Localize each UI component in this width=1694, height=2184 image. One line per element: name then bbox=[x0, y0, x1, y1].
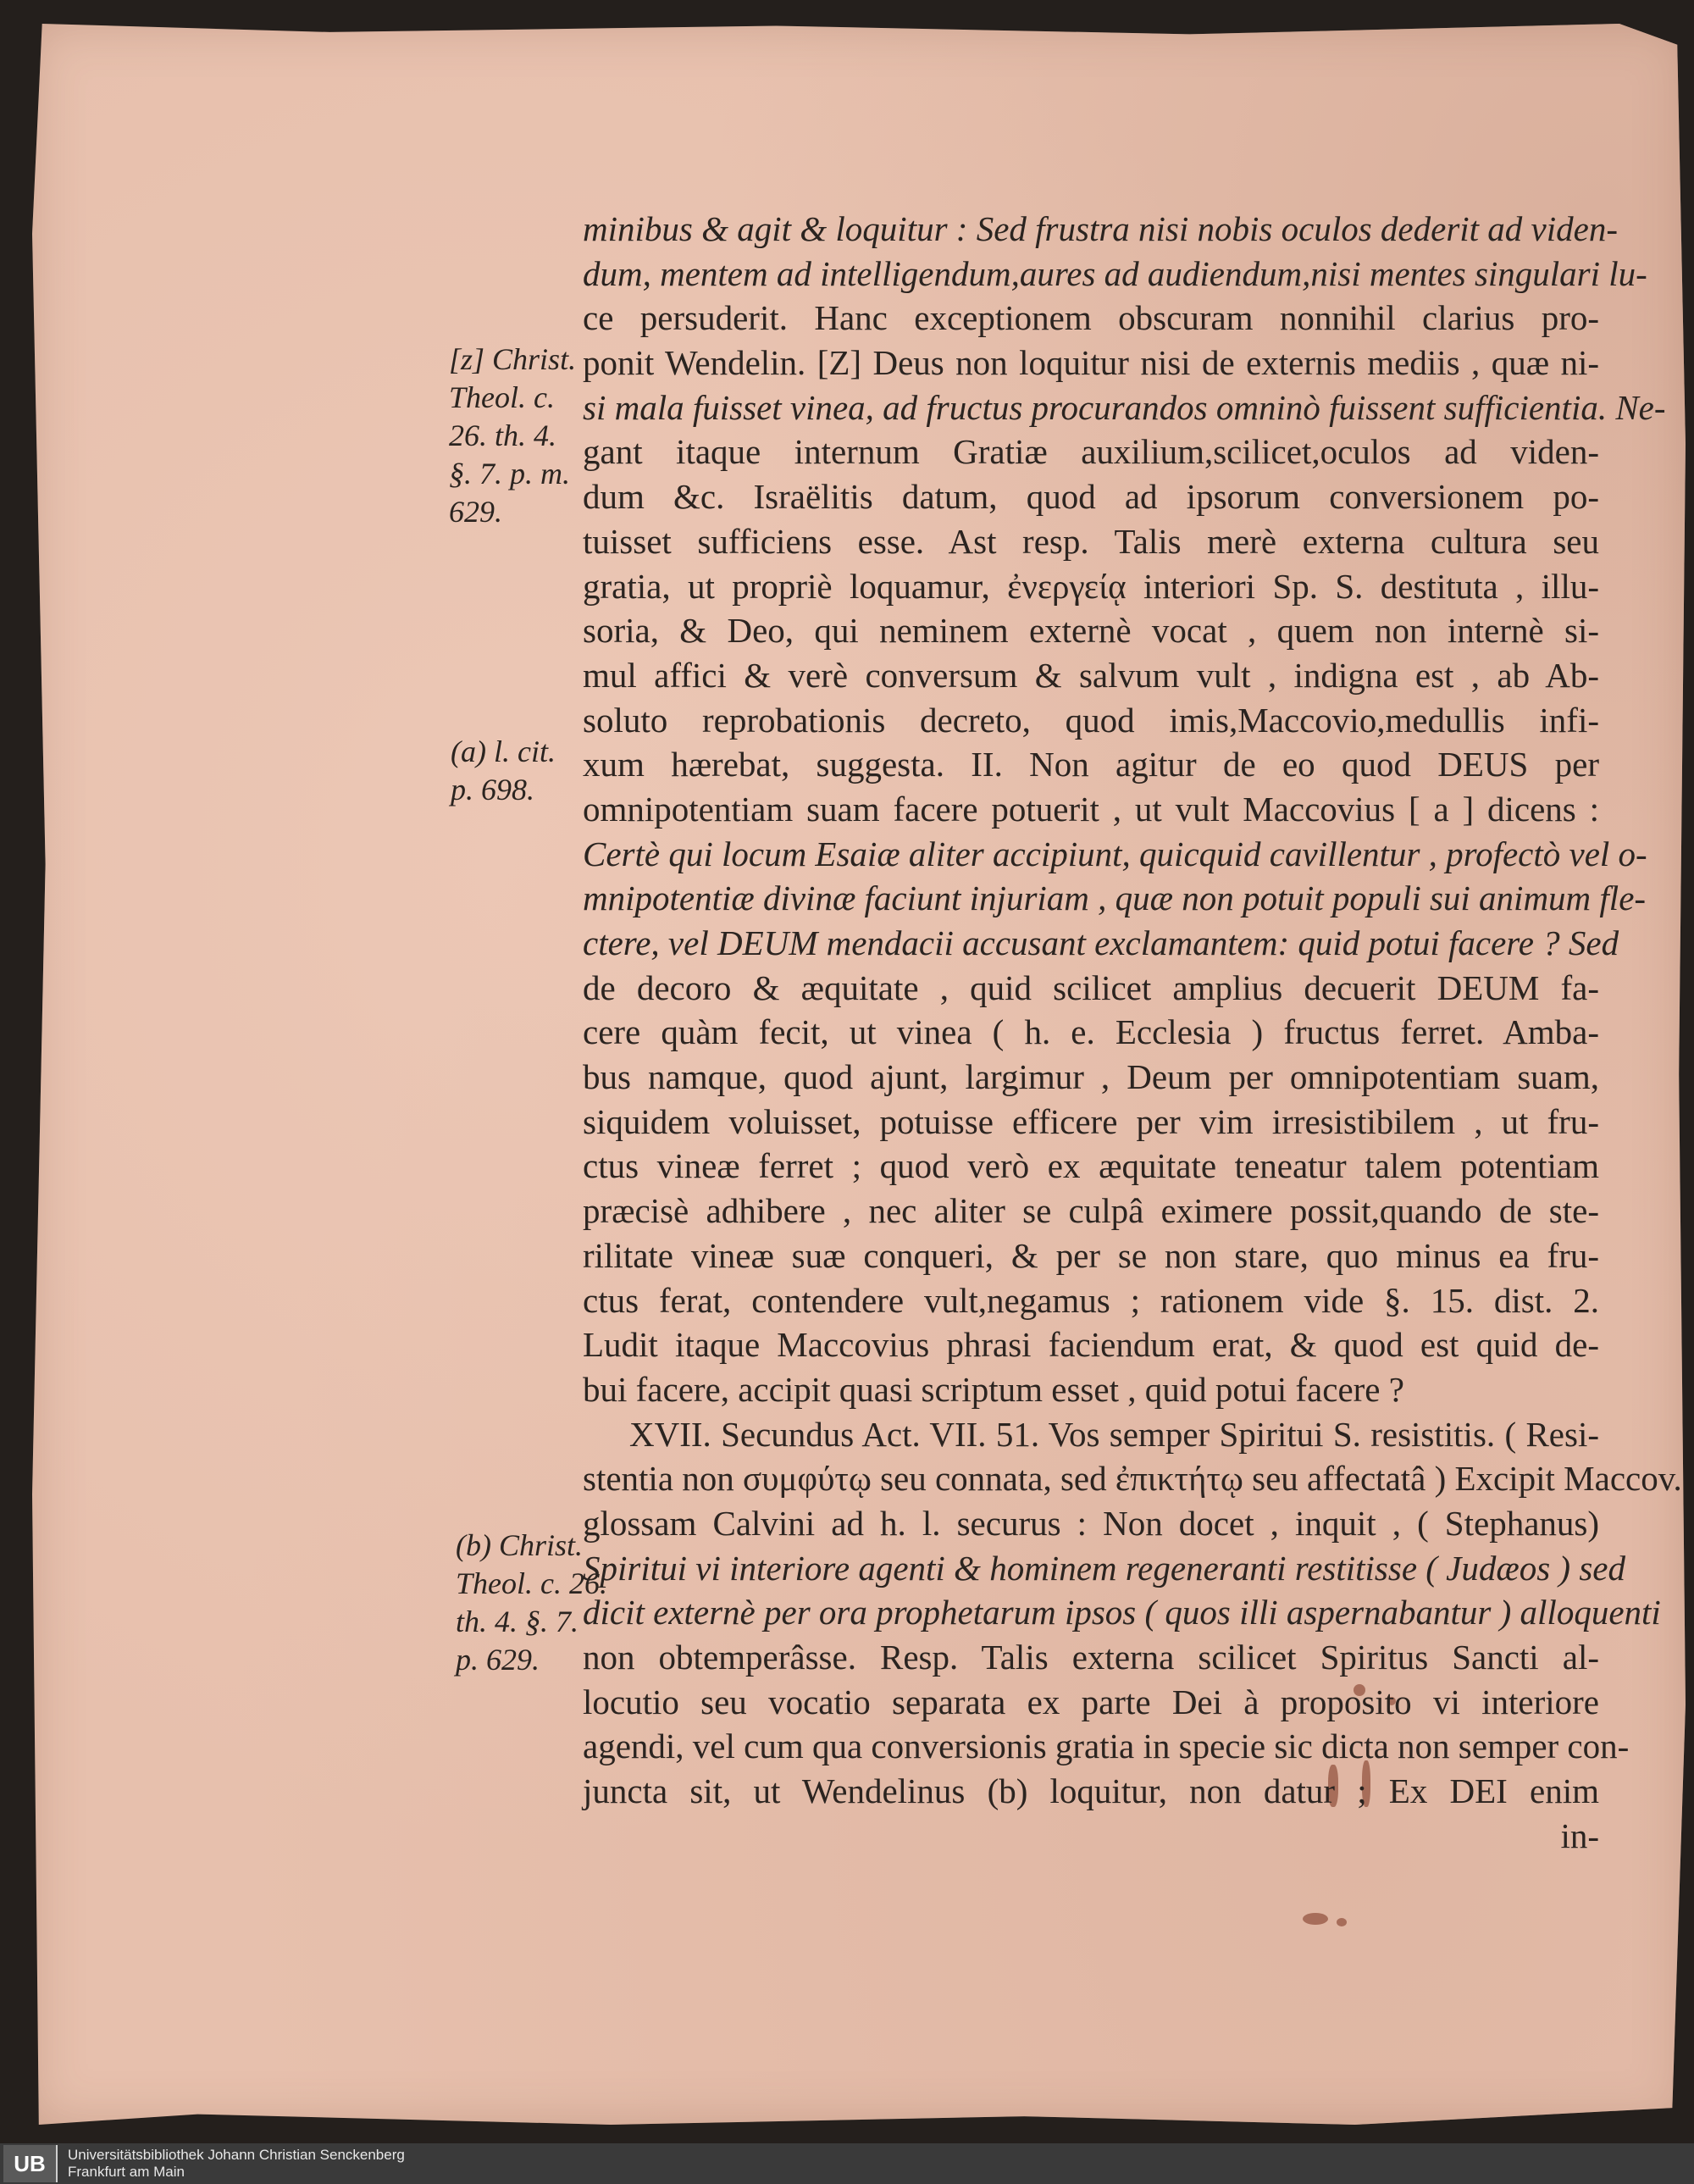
margin-note-z bbox=[449, 341, 576, 531]
text-line: ctus vineæ ferret ; quod verò ex æquitate teneatur talem potentiam bbox=[583, 1146, 1599, 1186]
text-line: præcisè adhibere , nec aliter se culpâ eximere possit,quando de ste- bbox=[583, 1191, 1599, 1231]
text-line: si mala fuisset vinea, ad fructus procurandos omninò fuissent sufficientia. Ne- bbox=[583, 387, 1666, 427]
library-footer bbox=[0, 2143, 1694, 2184]
margin-note-b bbox=[456, 1527, 607, 1679]
text-line: Ludit itaque Maccovius phrasi faciendum erat, & quod est quid de- bbox=[583, 1325, 1599, 1365]
main-text bbox=[583, 207, 1682, 1858]
text-line: bui facere, accipit quasi scriptum esset , quid potui facere ? bbox=[583, 1369, 1404, 1409]
margin-note-line: th. 4. §. 7. bbox=[456, 1605, 579, 1638]
margin-note-line: Theol. c. 26. bbox=[456, 1566, 607, 1600]
text-line: Certè qui locum Esaiæ aliter accipiunt, quicquid cavillentur , profectò vel o- bbox=[583, 834, 1647, 873]
library-name-line: Universitätsbibliothek Johann Christian Senckenberg bbox=[68, 2147, 405, 2163]
text-line: tuisset sufficiens esse. Ast resp. Talis merè externa cultura seu bbox=[583, 521, 1599, 561]
text-line: dum &c. Israëlitis datum, quod ad ipsorum conversionem po- bbox=[583, 477, 1599, 517]
margin-note-line: (b) Christ. bbox=[456, 1528, 584, 1562]
text-line: ponit Wendelin. [Z] Deus non loquitur nisi de externis mediis , quæ ni- bbox=[583, 343, 1599, 383]
text-line: dum, mentem ad intelligendum,aures ad audiendum,nisi mentes singulari lu- bbox=[583, 253, 1647, 293]
margin-note-line: p. 629. bbox=[456, 1643, 540, 1677]
text-line: dicit externè per ora prophetarum ipsos ( quos illi aspernabantur ) alloquenti bbox=[583, 1593, 1661, 1632]
margin-note-line: §. 7. p. m. bbox=[449, 457, 570, 491]
text-line: juncta sit, ut Wendelinus (b) loquitur, non datur ; Ex DEI enim bbox=[583, 1771, 1599, 1811]
library-logo: UB bbox=[3, 2145, 58, 2182]
catchword: in- bbox=[1560, 1815, 1599, 1855]
text-line: soluto reprobationis decreto, quod imis,Maccovio,medullis infi- bbox=[583, 700, 1599, 740]
text-line: cere quàm fecit, ut vinea ( h. e. Ecclesia ) fructus ferret. Amba- bbox=[583, 1012, 1599, 1052]
text-line: XVII. Secundus Act. VII. 51. Vos semper Spiritui S. resistitis. ( Resi- bbox=[629, 1414, 1599, 1454]
ink-stain bbox=[1337, 1918, 1347, 1926]
text-line: glossam Calvini ad h. l. securus : Non docet , inquit , ( Stephanus) bbox=[583, 1503, 1599, 1543]
text-line: mul affici & verè conversum & salvum vult , indigna est , ab Ab- bbox=[583, 655, 1599, 695]
text-line: bus namque, quod ajunt, largimur , Deum per omnipotentiam suam, bbox=[583, 1057, 1599, 1097]
text-line: gant itaque internum Gratiæ auxilium,scilicet,oculos ad viden- bbox=[583, 432, 1599, 472]
library-city-line: Frankfurt am Main bbox=[68, 2164, 185, 2180]
margin-note-line: 26. th. 4. bbox=[449, 419, 557, 452]
text-line: agendi, vel cum qua conversionis gratia in specie sic dicta non semper con- bbox=[583, 1727, 1630, 1766]
text-line: locutio seu vocatio separata ex parte Dei à proposito vi interiore bbox=[583, 1682, 1599, 1721]
text-line: minibus & agit & loquitur : Sed frustra nisi nobis oculos dederit ad viden- bbox=[583, 209, 1618, 248]
text-line: ce persuderit. Hanc exceptionem obscuram nonnihil clarius pro- bbox=[583, 298, 1599, 338]
text-line: omnipotentiam suam facere potuerit , ut vult Maccovius [ a ] dicens : bbox=[583, 789, 1599, 829]
text-line: siquidem voluisset, potuisse efficere per vim irresistibilem , ut fru- bbox=[583, 1101, 1599, 1141]
ink-stain bbox=[1303, 1913, 1328, 1925]
text-line: rilitate vineæ suæ conqueri, & per se non stare, quo minus ea fru- bbox=[583, 1235, 1599, 1275]
text-line: de decoro & æquitate , quid scilicet amplius decuerit DEUM fa- bbox=[583, 967, 1599, 1007]
text-line: ctere, vel DEUM mendacii accusant exclamantem: quid potui facere ? Sed bbox=[583, 923, 1619, 962]
margin-note-line: 629. bbox=[449, 495, 502, 529]
margin-note-line: Theol. c. bbox=[449, 380, 555, 414]
text-line: non obtemperâsse. Resp. Talis externa scilicet Spiritus Sancti al- bbox=[583, 1638, 1599, 1677]
text-line: ctus ferat, contendere vult,negamus ; rationem vide §. 15. dist. 2. bbox=[583, 1280, 1599, 1320]
margin-note-line: (a) l. cit. bbox=[451, 734, 556, 768]
margin-note-line: p. 698. bbox=[451, 773, 534, 807]
text-line: Spiritui vi interiore agenti & hominem regeneranti restitisse ( Judæos ) sed bbox=[583, 1548, 1625, 1588]
text-line: gratia, ut propriè loquamur, ἐνεργείᾳ interiori Sp. S. destituta , illu- bbox=[583, 566, 1599, 606]
text-line: soria, & Deo, qui neminem externè vocat , quem non internè si- bbox=[583, 611, 1599, 651]
text-line: xum hærebat, suggesta. II. Non agitur de eo quod DEUS per bbox=[583, 745, 1599, 784]
text-line: mnipotentiæ divinæ faciunt injuriam , quæ non potuit populi sui animum fle- bbox=[583, 879, 1647, 918]
text-line: stentia non συμφύτῳ seu connata, sed ἐπικτήτῳ seu affectatâ ) Excipit Maccov. bbox=[583, 1459, 1682, 1499]
margin-note-a bbox=[451, 733, 556, 809]
margin-note-line: [z] Christ. bbox=[449, 342, 577, 376]
library-name bbox=[68, 2147, 405, 2181]
